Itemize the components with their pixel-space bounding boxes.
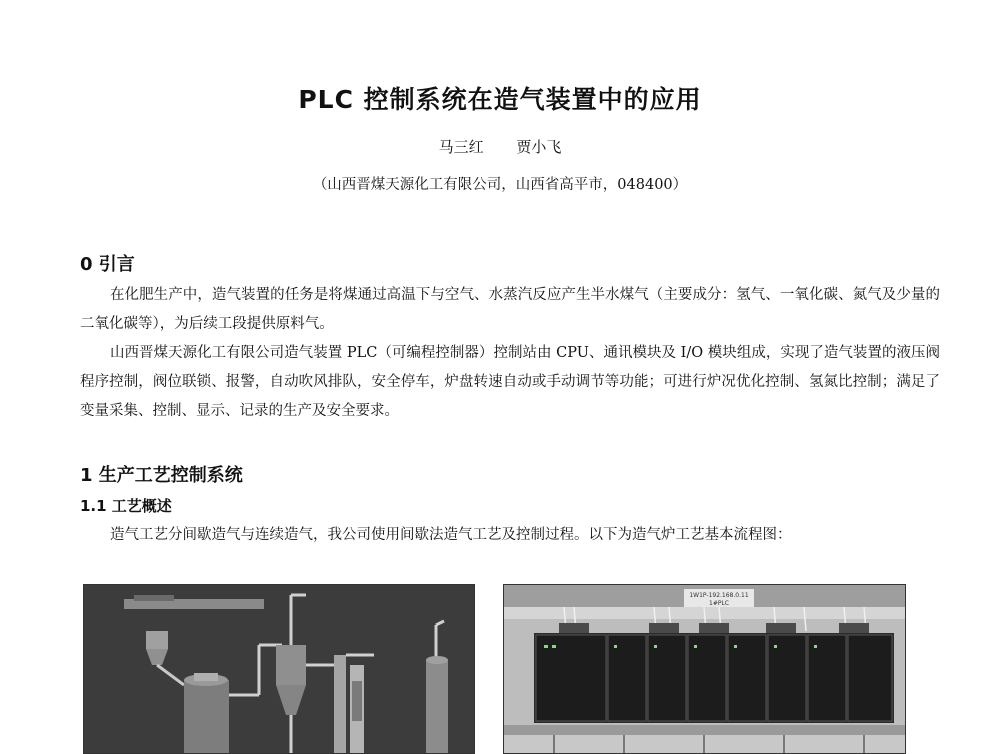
plc-cabinet-drawing: [504, 585, 905, 753]
subsection-heading-overview: 1.1 工艺概述: [80, 497, 172, 515]
author-name: 贾小飞: [516, 138, 562, 156]
author-list: [0, 136, 1000, 157]
paper-title: PLC 控制系统在造气装置中的应用: [298, 85, 702, 114]
process-flow-figure: [83, 584, 475, 754]
paragraph: 在化肥生产中，造气装置的任务是将煤通过高温下与空气、水蒸汽反应产生半水煤气（主要成分：氢气、一氧化碳、氮气及少量的二氧化碳等），为后续工段提供原料气。: [80, 287, 940, 332]
author-name: 马三红: [438, 138, 484, 156]
section-heading-introduction: 0 引言: [80, 254, 135, 275]
author-affiliation: （山西晋煤天源化工有限公司，山西省高平市，048400）: [312, 177, 688, 193]
process-flow-drawing: [84, 585, 474, 753]
plc-cabinet-figure: [503, 584, 906, 754]
plc-ip-label: 1W1P-192.168.0.11: [689, 592, 749, 599]
plc-station-label: 1#PLC: [709, 600, 729, 607]
section-heading-process-control: 1 生产工艺控制系统: [80, 465, 243, 486]
paragraph: 造气工艺分间歇造气与连续造气，我公司使用间歇法造气工艺及控制过程。以下为造气炉工艺基本流程图：: [110, 527, 792, 543]
paragraph: 山西晋煤天源化工有限公司造气装置 PLC（可编程控制器）控制站由 CPU、通讯模块及 I/O 模块组成，实现了造气装置的液压阀程序控制，阀位联锁、报警，自动吹风排队，安全停车，炉盘转速自动或手动调节等功能；可进行炉况优化控制、氢氮比控制；满足了变量采集、控制、显示、记录的生产及安全要求。: [80, 345, 940, 419]
